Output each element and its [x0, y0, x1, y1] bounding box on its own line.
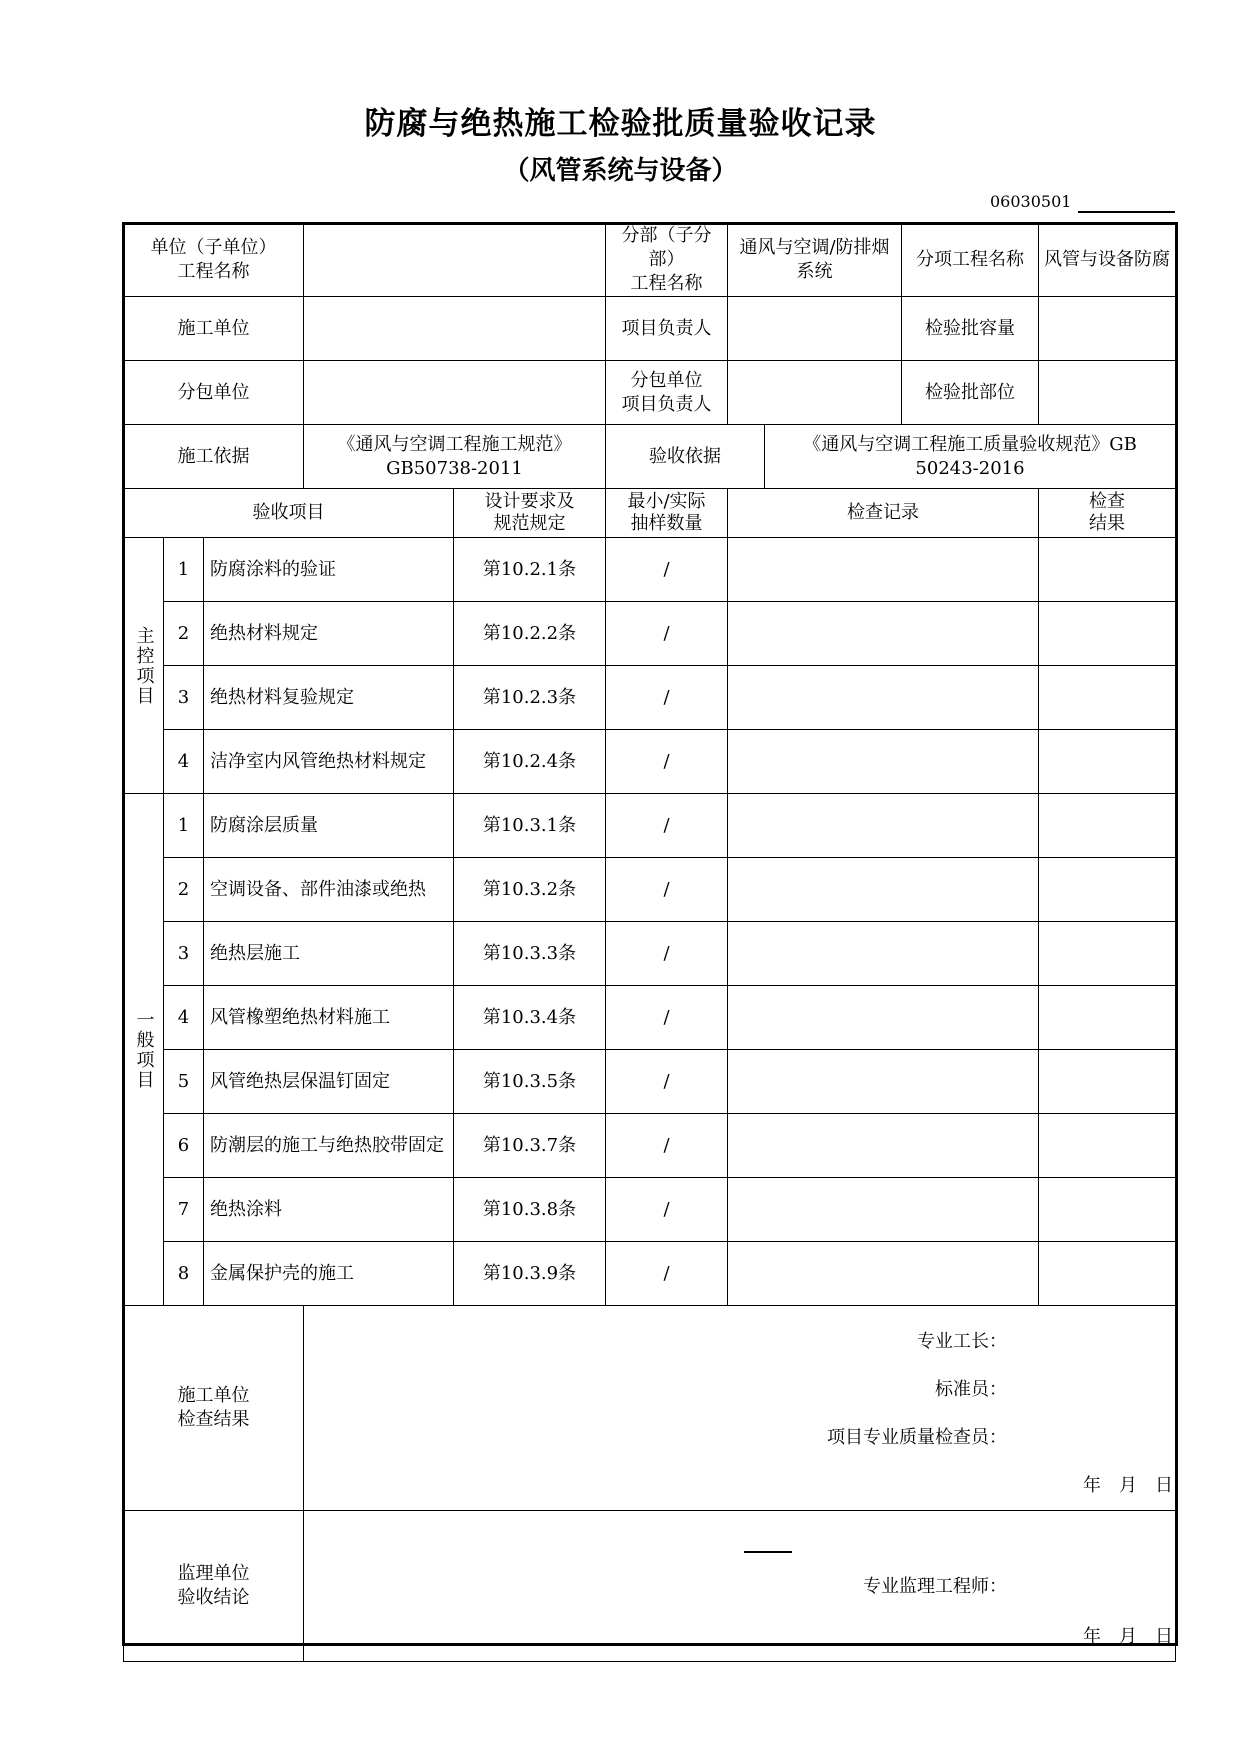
table-row: [124, 922, 1176, 986]
item-record[interactable]: [728, 602, 1039, 666]
batch-location-value[interactable]: [1039, 361, 1176, 425]
item-number: 2: [164, 858, 204, 922]
sub-project-manager-label: 分包单位 项目负责人: [606, 361, 728, 425]
item-number: 1: [164, 794, 204, 858]
item-sample[interactable]: /: [606, 1114, 728, 1178]
item-sample[interactable]: /: [606, 922, 728, 986]
table-row: [124, 602, 1176, 666]
subitem-name-value[interactable]: 风管与设备防腐: [1039, 224, 1176, 297]
item-clause: 第10.3.2条: [454, 858, 606, 922]
unit-name-value[interactable]: [304, 224, 606, 297]
item-record[interactable]: [728, 1050, 1039, 1114]
item-result[interactable]: [1039, 858, 1176, 922]
item-record[interactable]: [728, 794, 1039, 858]
item-sample[interactable]: /: [606, 1178, 728, 1242]
item-sample[interactable]: /: [606, 666, 728, 730]
item-clause: 第10.2.1条: [454, 538, 606, 602]
item-number: 4: [164, 986, 204, 1050]
contractor-value[interactable]: [304, 297, 606, 361]
foreman-signature-label: 专业工长：: [917, 1331, 1008, 1352]
subcontractor-label: 分包单位: [124, 361, 304, 425]
sub-project-manager-value[interactable]: [728, 361, 902, 425]
item-clause: 第10.2.4条: [454, 730, 606, 794]
project-manager-label: 项目负责人: [606, 297, 728, 361]
table-row: [124, 730, 1176, 794]
item-result[interactable]: [1039, 602, 1176, 666]
column-header-item: 验收项目: [124, 489, 454, 538]
table-row: [124, 1242, 1176, 1306]
table-row: [124, 666, 1176, 730]
supervision-label: 监理单位 验收结论: [124, 1511, 304, 1662]
item-record[interactable]: [728, 922, 1039, 986]
construction-basis-label: 施工依据: [124, 425, 304, 489]
item-number: 1: [164, 538, 204, 602]
item-result[interactable]: [1039, 986, 1176, 1050]
item-clause: 第10.2.3条: [454, 666, 606, 730]
item-name: 绝热涂料: [204, 1178, 454, 1242]
page-title: 防腐与绝热施工检验批质量验收记录: [364, 106, 877, 142]
column-header-record: 检查记录: [728, 489, 1039, 538]
table-row: [124, 1050, 1176, 1114]
supervising-engineer-signature-label: 专业监理工程师：: [863, 1576, 1008, 1597]
item-name: 防腐涂料的验证: [204, 538, 454, 602]
item-name: 金属保护壳的施工: [204, 1242, 454, 1306]
item-number: 3: [164, 922, 204, 986]
unit-name-label: 单位（子单位） 工程名称: [124, 224, 304, 297]
batch-capacity-value[interactable]: [1039, 297, 1176, 361]
item-clause: 第10.3.1条: [454, 794, 606, 858]
construction-check-date: 年 月 日: [1083, 1475, 1174, 1496]
item-number: 4: [164, 730, 204, 794]
item-number: 3: [164, 666, 204, 730]
item-result[interactable]: [1039, 1050, 1176, 1114]
dash-mark: [744, 1551, 792, 1553]
item-name: 风管橡塑绝热材料施工: [204, 986, 454, 1050]
item-clause: 第10.3.5条: [454, 1050, 606, 1114]
item-result[interactable]: [1039, 794, 1176, 858]
item-name: 防腐涂层质量: [204, 794, 454, 858]
item-number: 8: [164, 1242, 204, 1306]
item-sample[interactable]: /: [606, 730, 728, 794]
subcontractor-value[interactable]: [304, 361, 606, 425]
construction-basis-value: 《通风与空调工程施工规范》GB50738-2011: [304, 425, 606, 489]
item-record[interactable]: [728, 858, 1039, 922]
item-result[interactable]: [1039, 1114, 1176, 1178]
item-clause: 第10.3.3条: [454, 922, 606, 986]
quality-inspector-signature-label: 项目专业质量检查员：: [827, 1427, 1008, 1448]
item-sample[interactable]: /: [606, 986, 728, 1050]
column-header-design: 设计要求及 规范规定: [454, 489, 606, 538]
item-name: 绝热材料复验规定: [204, 666, 454, 730]
item-sample[interactable]: /: [606, 1242, 728, 1306]
item-record[interactable]: [728, 1178, 1039, 1242]
item-clause: 第10.3.4条: [454, 986, 606, 1050]
item-clause: 第10.2.2条: [454, 602, 606, 666]
table-row: [124, 1178, 1176, 1242]
item-name: 风管绝热层保温钉固定: [204, 1050, 454, 1114]
item-record[interactable]: [728, 538, 1039, 602]
item-sample[interactable]: /: [606, 858, 728, 922]
item-name: 绝热层施工: [204, 922, 454, 986]
subitem-name-label: 分项工程名称: [902, 224, 1039, 297]
acceptance-basis-value: 《通风与空调工程施工质量验收规范》GB 50243-2016: [765, 425, 1176, 489]
division-name-value[interactable]: 通风与空调/防排烟系统: [728, 224, 902, 297]
acceptance-basis-label: 验收依据: [606, 425, 765, 489]
item-number: 7: [164, 1178, 204, 1242]
item-result[interactable]: [1039, 922, 1176, 986]
item-record[interactable]: [728, 1242, 1039, 1306]
item-name: 洁净室内风管绝热材料规定: [204, 730, 454, 794]
item-number: 6: [164, 1114, 204, 1178]
item-record[interactable]: [728, 666, 1039, 730]
table-row: [124, 794, 1176, 858]
item-name: 空调设备、部件油漆或绝热: [204, 858, 454, 922]
supervision-date: 年 月 日: [1083, 1626, 1174, 1647]
item-result[interactable]: [1039, 1178, 1176, 1242]
item-clause: 第10.3.7条: [454, 1114, 606, 1178]
item-result[interactable]: [1039, 1242, 1176, 1306]
item-sample[interactable]: /: [606, 794, 728, 858]
supervision-area[interactable]: [304, 1511, 1176, 1662]
form-code-underline: [1078, 211, 1175, 213]
column-header-sample: 最小/实际 抽样数量: [606, 489, 728, 538]
page-subtitle: （风管系统与设备）: [503, 156, 738, 186]
item-sample[interactable]: /: [606, 602, 728, 666]
general-items-label: 一般项目: [124, 794, 164, 1306]
contractor-label: 施工单位: [124, 297, 304, 361]
column-header-result: 检查 结果: [1039, 489, 1176, 538]
item-number: 5: [164, 1050, 204, 1114]
construction-check-area[interactable]: [304, 1306, 1176, 1511]
table-row: [124, 1114, 1176, 1178]
table-row: [124, 986, 1176, 1050]
table-row: [124, 858, 1176, 922]
item-sample[interactable]: /: [606, 1050, 728, 1114]
project-manager-value[interactable]: [728, 297, 902, 361]
batch-capacity-label: 检验批容量: [902, 297, 1039, 361]
item-result[interactable]: [1039, 538, 1176, 602]
item-clause: 第10.3.8条: [454, 1178, 606, 1242]
form-code: 06030501: [990, 192, 1072, 211]
inspection-form-table: [123, 223, 1176, 1662]
item-result[interactable]: [1039, 666, 1176, 730]
batch-location-label: 检验批部位: [902, 361, 1039, 425]
item-clause: 第10.3.9条: [454, 1242, 606, 1306]
item-name: 绝热材料规定: [204, 602, 454, 666]
item-name: 防潮层的施工与绝热胶带固定: [204, 1114, 454, 1178]
division-name-label: 分部（子分部） 工程名称: [606, 224, 728, 297]
standard-officer-signature-label: 标准员：: [935, 1379, 1008, 1400]
item-result[interactable]: [1039, 730, 1176, 794]
item-number: 2: [164, 602, 204, 666]
item-record[interactable]: [728, 1114, 1039, 1178]
item-record[interactable]: [728, 730, 1039, 794]
item-sample[interactable]: /: [606, 538, 728, 602]
main-control-label: 主控项目: [124, 538, 164, 794]
item-record[interactable]: [728, 986, 1039, 1050]
construction-check-label: 施工单位 检查结果: [124, 1306, 304, 1511]
table-row: [124, 538, 1176, 602]
